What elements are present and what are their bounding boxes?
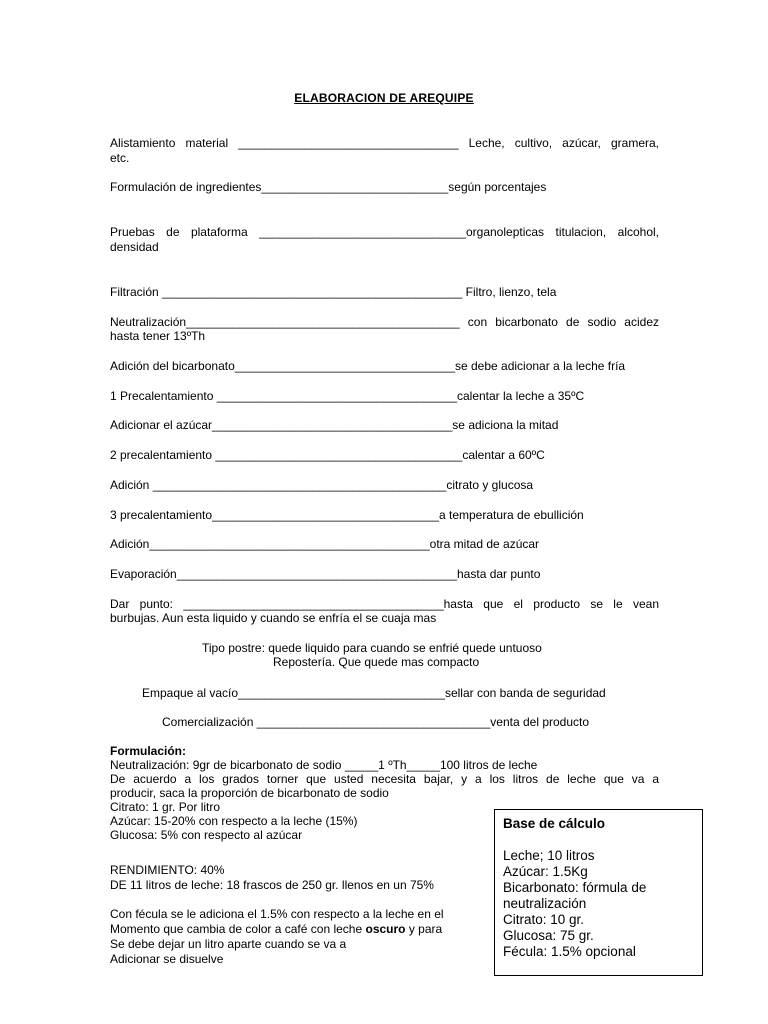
formulation-acuerdo-line1: De acuerdo a los grados torner que usted necesita bajar, y a los litros de leche que va a — [110, 772, 659, 786]
step-adicionar-azucar: Adicionar el azúcar____________________________________se adiciona la mitad — [110, 418, 559, 432]
base-calculo-box — [494, 809, 703, 976]
fecula-section — [110, 907, 480, 967]
formulation-citrato: Citrato: 1 gr. Por litro — [110, 800, 221, 814]
fecula-line2: Momento que cambia de color a café con leche oscuro y para — [110, 922, 443, 936]
step-filtracion: Filtración _____________________________________________ Filtro, lienzo, tela — [110, 285, 557, 299]
formulation-heading: Formulación: — [110, 744, 187, 758]
fecula-line1: Con fécula se le adiciona el 1.5% con respecto a la leche en el — [110, 907, 444, 921]
step-pruebas-cont: densidad — [110, 240, 159, 254]
step-dar-punto: Dar punto: _______________________________________hasta que el producto se le vean — [110, 597, 659, 611]
base-calculo-item: neutralización — [503, 896, 587, 911]
fecula-line4: Adicionar se disuelve — [110, 952, 224, 966]
base-calculo-item: Leche; 10 litros — [503, 848, 595, 863]
step-adicion-bicarbonato: Adición del bicarbonato_________________________________se debe adicionar a la leche fría — [110, 359, 626, 373]
step-dar-punto-cont: burbujas. Aun esta liquido y cuando se enfría el se cuaja mas — [110, 611, 437, 625]
step-pruebas: Pruebas de plataforma _______________________________organolepticas titulacion, alcohol, — [110, 225, 659, 239]
base-calculo-item: Citrato: 10 gr. — [503, 912, 585, 927]
fecula-line3: Se debe dejar un litro aparte cuando se va a — [110, 937, 347, 951]
rendimiento-litros: DE 11 litros de leche: 18 frascos de 250 gr. llenos en un 75% — [110, 878, 434, 892]
step-precalentamiento-3: 3 precalentamiento__________________________________a temperatura de ebullición — [110, 508, 584, 522]
formulation-acuerdo-line2: producir, saca la proporción de bicarbonato de sodio — [110, 786, 389, 800]
step-adicion-citrato: Adición ____________________________________________citrato y glucosa — [110, 478, 534, 492]
step-comercializacion: Comercialización ___________________________________venta del producto — [162, 715, 590, 729]
rendimiento-value: RENDIMIENTO: 40% — [110, 863, 225, 877]
formulation-neutralizacion: Neutralización: 9gr de bicarbonato de sodio _____1 ºTh_____100 litros de leche — [110, 758, 538, 772]
step-formulacion: Formulación de ingredientes____________________________según porcentajes — [110, 180, 547, 194]
step-adicion-azucar: Adición__________________________________________otra mitad de azúcar — [110, 537, 540, 551]
step-neutralizacion-cont: hasta tener 13ºTh — [110, 329, 206, 343]
base-calculo-item: Bicarbonato: fórmula de — [503, 880, 647, 895]
tipo-postre-line1: Tipo postre: quede liquido para cuando se enfrié quede untuoso — [202, 641, 542, 655]
rendimiento-section — [110, 863, 480, 893]
step-precalentamiento-2: 2 precalentamiento _____________________________________calentar a 60ºC — [110, 448, 545, 462]
document-title: ELABORACION DE AREQUIPE — [294, 91, 474, 105]
step-alistamiento: Alistamiento material _________________________________ Leche, cultivo, azúcar, gramera, — [110, 136, 659, 150]
base-calculo-item: Fécula: 1.5% opcional — [503, 944, 636, 959]
base-calculo-item: Glucosa: 75 gr. — [503, 928, 594, 943]
base-calculo-item: Azúcar: 1.5Kg — [503, 864, 588, 879]
step-evaporacion: Evaporación__________________________________________hasta dar punto — [110, 567, 541, 581]
formulation-azucar: Azúcar: 15-20% con respecto a la leche (15%) — [110, 814, 358, 828]
step-empaque: Empaque al vacío_______________________________sellar con banda de seguridad — [142, 686, 606, 700]
step-alistamiento-cont: etc. — [110, 151, 130, 165]
formulation-glucosa: Glucosa: 5% con respecto al azúcar — [110, 828, 303, 842]
step-neutralizacion: Neutralización_________________________________________ con bicarbonato de sodio acidez — [110, 315, 659, 329]
base-calculo-heading: Base de cálculo — [503, 816, 606, 831]
fecula-oscuro: oscuro — [365, 922, 406, 936]
tipo-postre-line2: Repostería. Que quede mas compacto — [273, 655, 480, 669]
step-precalentamiento-1: 1 Precalentamiento ____________________________________calentar la leche a 35ºC — [110, 389, 585, 403]
